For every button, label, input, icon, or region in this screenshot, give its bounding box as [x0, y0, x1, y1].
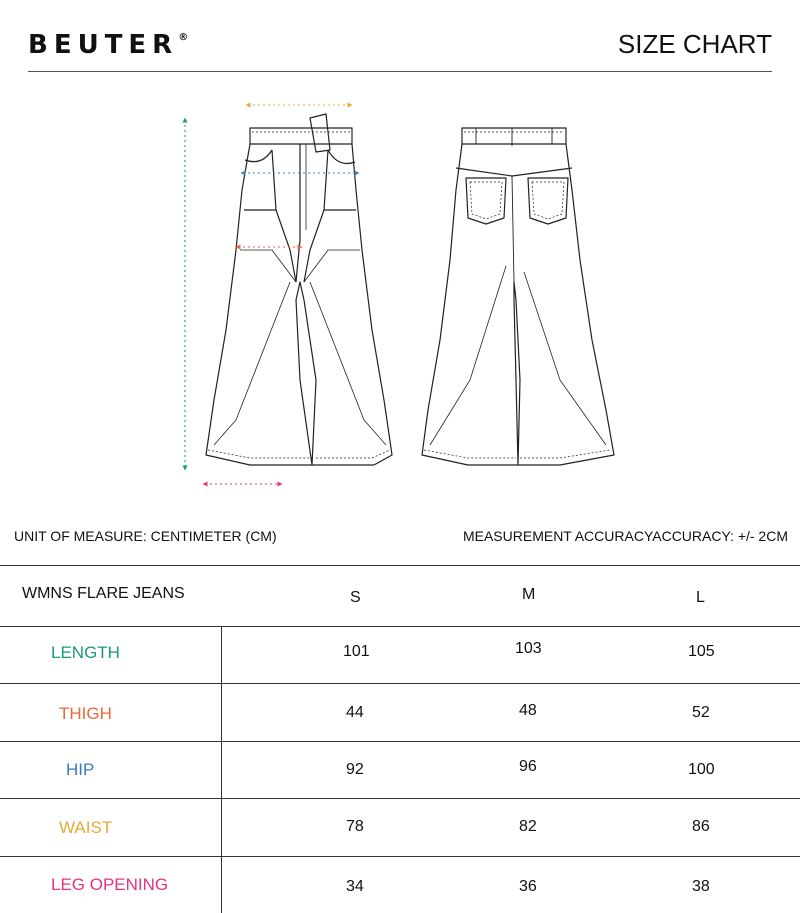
waist-s-value: 78	[346, 818, 364, 835]
leg-opening-l-value: 38	[692, 878, 710, 895]
leg-opening-m-value: 36	[519, 878, 537, 895]
jeans-back-drawing	[422, 128, 614, 465]
brand-logo	[28, 30, 188, 60]
row-label-leg-opening: LEG OPENING	[51, 875, 169, 894]
row-label-thigh: THIGH	[59, 704, 112, 723]
size-table	[0, 565, 800, 913]
table-row-leg-opening	[0, 856, 800, 913]
header-divider	[28, 71, 772, 72]
table-row-thigh	[0, 683, 800, 741]
size-header-l: L	[696, 589, 705, 606]
size-header-s: S	[350, 589, 361, 606]
row-label-waist: WAIST	[59, 818, 113, 837]
table-row-hip	[0, 741, 800, 798]
row-label-length: LENGTH	[51, 643, 120, 662]
size-header-m: M	[522, 586, 536, 603]
measurement-accuracy-note: MEASUREMENT ACCURACYACCURACY: +/- 2CM	[462, 528, 788, 544]
product-name: WMNS FLARE JEANS	[22, 585, 185, 602]
waist-m-value: 82	[519, 818, 537, 835]
waist-l-value: 86	[692, 818, 710, 835]
thigh-s-value: 44	[346, 704, 364, 721]
length-s-value: 101	[343, 643, 370, 660]
hip-s-value: 92	[346, 761, 364, 778]
length-l-value: 105	[688, 643, 715, 660]
thigh-m-value: 48	[519, 702, 537, 719]
hip-m-value: 96	[519, 758, 537, 775]
page-title: SIZE CHART	[617, 29, 772, 59]
jeans-front-drawing	[206, 114, 392, 465]
brand-name: BEUTER	[28, 30, 179, 60]
leg-opening-s-value: 34	[346, 878, 364, 895]
table-header-row	[0, 565, 800, 626]
registered-mark: ®	[178, 32, 189, 43]
table-row-length	[0, 626, 800, 683]
row-label-hip: HIP	[66, 760, 95, 779]
length-m-value: 103	[515, 640, 542, 657]
jeans-illustration	[0, 90, 800, 500]
table-row-waist	[0, 798, 800, 856]
thigh-l-value: 52	[692, 704, 710, 721]
unit-of-measure-note: UNIT OF MEASURE: CENTIMETER (CM)	[14, 528, 277, 544]
hip-l-value: 100	[688, 761, 715, 778]
